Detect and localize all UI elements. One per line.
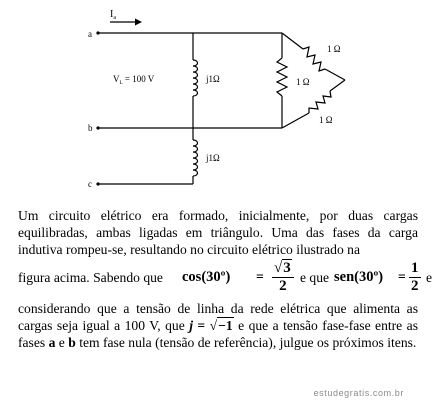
circuit-diagram [0, 0, 424, 205]
inductor-bottom-label: j1Ω [206, 153, 220, 163]
inductor-top-label: j1Ω [206, 74, 220, 84]
voltage-label: $V_L = 100$ V [113, 74, 155, 86]
resistor-top-wire-lower [325, 69, 345, 80]
node-b-label: b [88, 123, 93, 133]
resistor-left-label: 1 Ω [296, 77, 310, 87]
inductor-bottom-coil [193, 140, 198, 176]
equals-1: = [256, 269, 264, 284]
j-equals: = [197, 318, 206, 333]
j-sqrt: √−1 [209, 318, 233, 333]
site-credit: estudegratis.com.br [313, 388, 404, 398]
resistor-bottom-label: 1 Ω [319, 115, 333, 125]
current-arrow-head [135, 19, 142, 26]
figura-text: figura acima. Sabendo que [18, 270, 163, 285]
j-symbol: j [189, 318, 193, 333]
p2-part3: tem fase nula (tensão de referência), julgue os próximos itens. [79, 335, 417, 350]
conj-e: e [58, 335, 65, 350]
cos-denominator: 2 [279, 278, 287, 294]
e-que-1: e que [300, 270, 330, 285]
resistor-bottom-wire-lower [282, 113, 309, 128]
phase-a: a [48, 335, 56, 350]
terminal-a [96, 31, 99, 34]
sqrt-symbol: √ [274, 260, 283, 276]
equals-2: = [398, 269, 406, 284]
sen-numerator: 1 [411, 260, 419, 276]
resistor-bottom-zigzag [309, 91, 331, 113]
resistor-top-label: 1 Ω [327, 44, 341, 54]
current-label: $I_a$ [110, 9, 117, 21]
resistor-bottom-wire [330, 80, 345, 91]
terminal-b [96, 126, 99, 129]
p2-part2: e que a tensão fase-fase entre as fases [18, 318, 418, 350]
sen-label: sen(30º) [334, 269, 384, 285]
sen-fraction [409, 260, 421, 295]
cos-sqrt-value: 3 [283, 260, 291, 276]
p2-part1: considerando que a tensão de linha da rede elétrica que alimenta as cargas seja igual a 100 V, que [18, 301, 418, 333]
resistor-left-zigzag [277, 58, 287, 96]
cos-label: cos(30º) [182, 269, 231, 285]
problem-paragraph-2 [18, 300, 418, 351]
terminal-c [96, 182, 99, 185]
sen-denominator: 2 [411, 278, 419, 294]
problem-paragraph-1: Um circuito elétrico era formado, inicialmente, por duas cargas equilibradas, ambas ligadas em triângulo. Uma das fases da carga indutiva rompeu-se, resultando no circuito elétrico ilustrado na [18, 208, 418, 257]
e-end: e [426, 270, 432, 285]
inductor-top-coil [193, 60, 198, 96]
resistor-top-wire [282, 33, 303, 49]
phase-b: b [68, 335, 76, 350]
formula-line [18, 260, 432, 298]
node-a-label: a [88, 29, 92, 39]
node-c-label: c [88, 179, 92, 189]
resistor-top-zigzag [303, 47, 325, 71]
cos-fraction [272, 260, 294, 295]
